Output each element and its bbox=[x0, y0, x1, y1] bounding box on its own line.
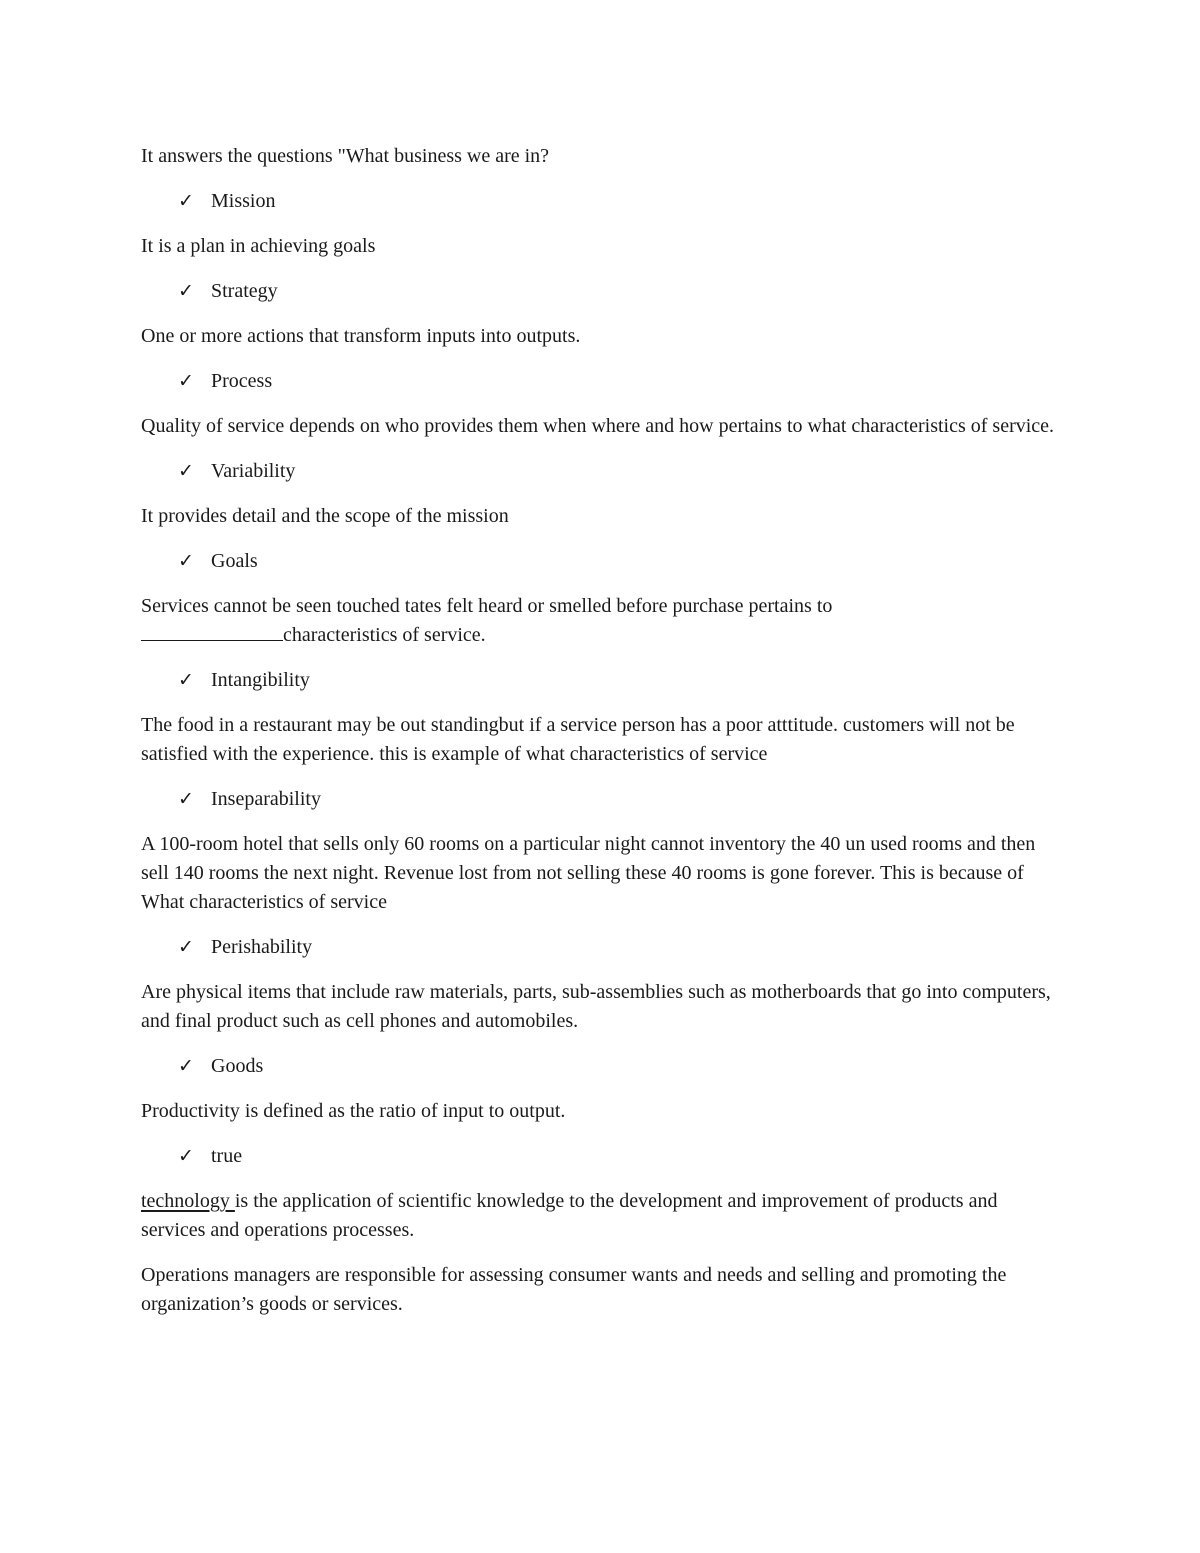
check-icon: ✓ bbox=[178, 370, 194, 392]
question-6-after-blank: characteristics of service. bbox=[283, 624, 486, 646]
answer-6 bbox=[178, 666, 1061, 695]
answer-text: Intangibility bbox=[211, 669, 310, 691]
check-icon: ✓ bbox=[178, 460, 194, 482]
question-5: It provides detail and the scope of the mission bbox=[141, 505, 509, 527]
answer-10 bbox=[178, 1142, 1061, 1171]
answer-text: Strategy bbox=[211, 280, 278, 302]
question-1: It answers the questions "What business we are in? bbox=[141, 145, 550, 167]
answer-text: Process bbox=[211, 370, 273, 392]
answer-text: true bbox=[211, 1145, 243, 1167]
statement-1-underlined-term: technology bbox=[141, 1190, 235, 1212]
check-icon: ✓ bbox=[178, 669, 194, 691]
answer-text: Inseparability bbox=[211, 788, 321, 810]
check-icon: ✓ bbox=[178, 1055, 194, 1077]
answer-3 bbox=[178, 367, 1061, 396]
check-icon: ✓ bbox=[178, 280, 194, 302]
statement-1 bbox=[141, 1187, 1061, 1245]
check-icon: ✓ bbox=[178, 788, 194, 810]
answer-8 bbox=[178, 933, 1061, 962]
answer-text: Goods bbox=[211, 1055, 264, 1077]
question-10: Productivity is defined as the ratio of input to output. bbox=[141, 1100, 566, 1122]
question-9: Are physical items that include raw materials, parts, sub-assemblies such as motherboards that go into computers, and final product such as cell phones and automobiles. bbox=[141, 981, 1051, 1032]
answer-text: Variability bbox=[211, 460, 296, 482]
statement-1-text: is the application of scientific knowledge to the development and improvement of products and services and operations processes. bbox=[141, 1190, 998, 1241]
check-icon: ✓ bbox=[178, 936, 194, 958]
check-icon: ✓ bbox=[178, 1145, 194, 1167]
question-7: The food in a restaurant may be out standingbut if a service person has a poor atttitude. customers will not be satisfied with the experience. this is example of what characteristics of service bbox=[141, 714, 1015, 765]
question-2: It is a plan in achieving goals bbox=[141, 235, 376, 257]
fill-in-blank bbox=[141, 622, 283, 641]
answer-text: Perishability bbox=[211, 936, 313, 958]
statement-2: Operations managers are responsible for assessing consumer wants and needs and selling and promoting the organization’s goods or services. bbox=[141, 1264, 1007, 1315]
check-icon: ✓ bbox=[178, 550, 194, 572]
question-6 bbox=[141, 592, 1061, 650]
question-6-before-blank: Services cannot be seen touched tates felt heard or smelled before purchase pertains to bbox=[141, 595, 833, 617]
answer-4 bbox=[178, 457, 1061, 486]
answer-2 bbox=[178, 277, 1061, 306]
answer-9 bbox=[178, 1052, 1061, 1081]
answer-1 bbox=[178, 187, 1061, 216]
question-4: Quality of service depends on who provides them when where and how pertains to what characteristics of service. bbox=[141, 415, 1055, 437]
question-8: A 100-room hotel that sells only 60 rooms on a particular night cannot inventory the 40 un used rooms and then sell 140 rooms the next night. Revenue lost from not selling these 40 rooms is gone forever. This is because of What characteristics of service bbox=[141, 833, 1036, 913]
check-icon: ✓ bbox=[178, 190, 194, 212]
document-page bbox=[141, 142, 1061, 1335]
answer-7 bbox=[178, 785, 1061, 814]
question-3: One or more actions that transform inputs into outputs. bbox=[141, 325, 581, 347]
answer-text: Goals bbox=[211, 550, 258, 572]
answer-5 bbox=[178, 547, 1061, 576]
answer-text: Mission bbox=[211, 190, 276, 212]
